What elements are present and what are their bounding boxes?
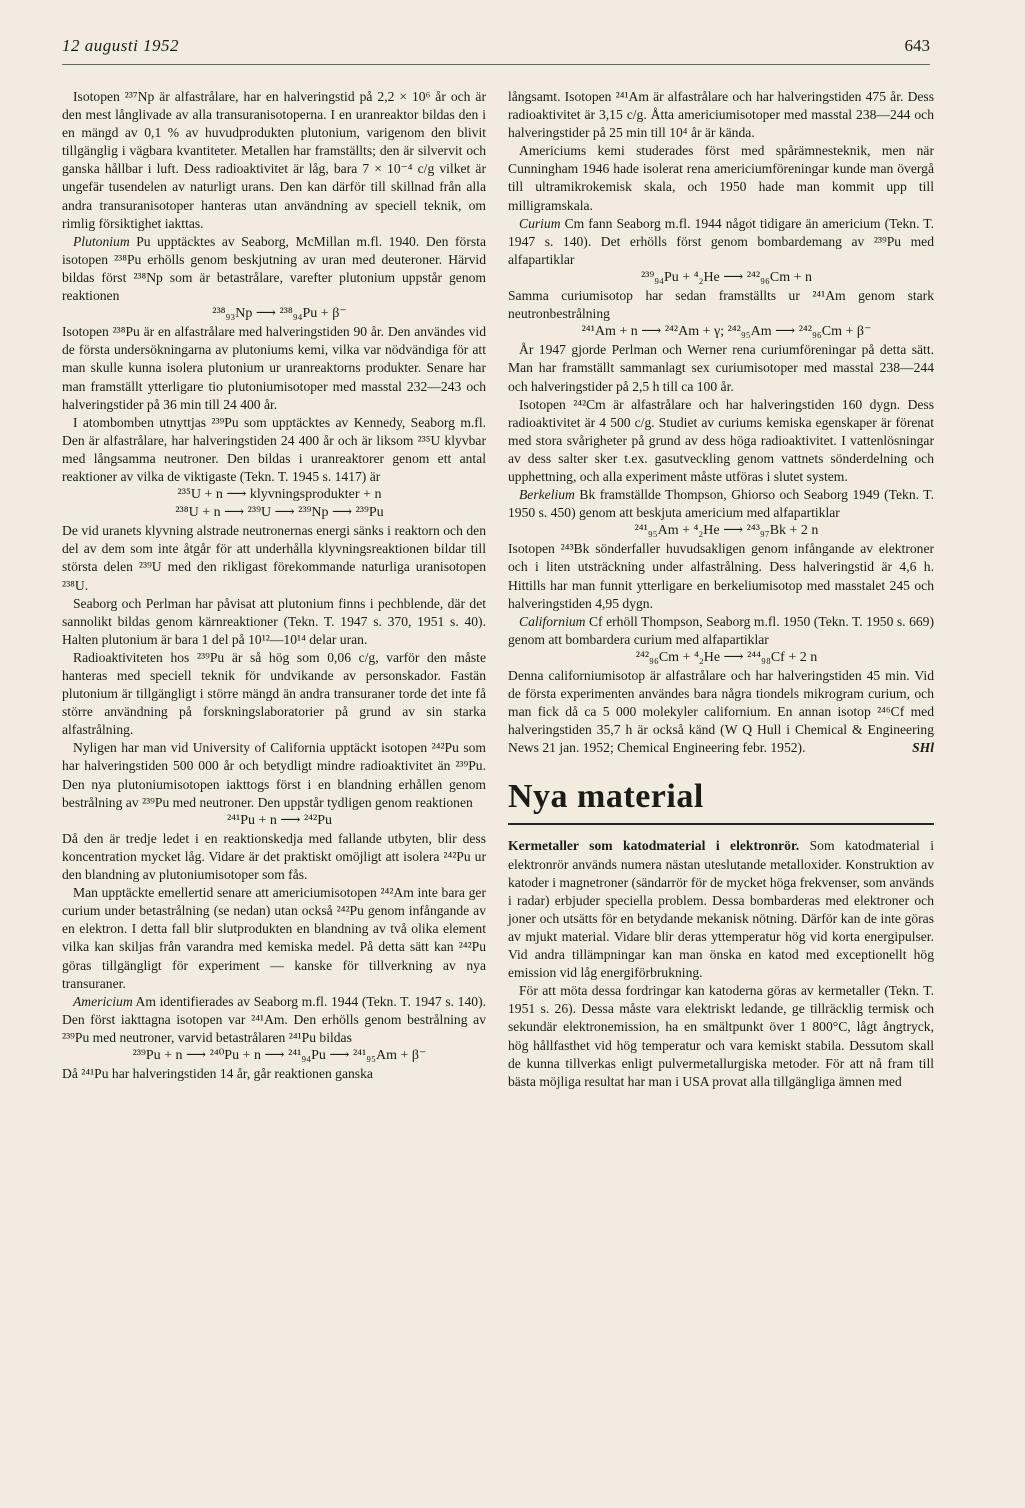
section-spacer: [508, 829, 934, 837]
equation: ²³⁸₉₃Np ⟶ ²³⁸₉₄Pu + β⁻: [212, 306, 347, 322]
paragraph-text: Som katodmaterial i elektronrör används numera nästan uteslutande metalloxider. Konstruktion av katoder i magnetroner (sändarrör för de mycket höga frekvenser, som används i radar) erbjuder speciella problem. Dessa bombarderas med elektroner och joner och utsätts för en betydande mekanisk nötning. Därför kan de inte göras av mjukt material. Vidare blir deras yttemperatur hög vid korta energipulser. Vid andra tillämpningar kan man önska en katod med exceptionellt hög emission vid låg energiförbrukning.: [508, 838, 934, 981]
paragraph-text: Cf erhöll Thompson, Seaborg m.fl. 1950 (Tekn. T. 1950 s. 669) genom att bombardera curium med alfapartiklar: [508, 613, 934, 647]
paragraph: Nyligen har man vid University of California upptäckt isotopen ²⁴²Pu som har halveringstiden 500 000 år och betydligt mindre radioaktivitet än ²³⁹Pu. Den nya plutoniumisotopen iakttogs först i en blandning erhållen genom bestrålning av ²³⁹Pu med neutroner. Den uppstår tydligen genom reaktionen: [62, 740, 486, 810]
element-term-berkelium: Berkelium: [519, 487, 575, 503]
paragraph-text: Am identifierades av Seaborg m.fl. 1944 (Tekn. T. 1947 s. 140). Den först iakttagna isotopen var ²⁴¹Am. Den erhölls genom bestrålning av ²³⁹Pu med neutroner, varvid betastrålaren ²⁴¹Pu bildas: [62, 993, 486, 1045]
paragraph-text: Cm fann Seaborg m.fl. 1944 något tidigare än americium (Tekn. T. 1947 s. 140). Det erhölls först genom bombardemang av ²³⁹Pu med alfapartiklar: [508, 215, 934, 267]
paragraph: [508, 613, 934, 649]
equation: ²⁴¹Am + n ⟶ ²⁴²Am + γ; ²⁴²₉₅Am ⟶ ²⁴²₉₆Cm + β⁻: [581, 324, 872, 340]
paragraph: [508, 486, 934, 522]
equation: ²³⁸U + n ⟶ ²³⁹U ⟶ ²³⁹Np ⟶ ²³⁹Pu: [175, 505, 384, 521]
equation: ²³⁹Pu + n ⟶ ²⁴⁰Pu + n ⟶ ²⁴¹₉₄Pu ⟶ ²⁴¹₉₅Am + β⁻: [132, 1047, 427, 1063]
element-term-plutonium: Plutonium: [73, 233, 130, 249]
equation: ²⁴¹Pu + n ⟶ ²⁴²Pu: [226, 812, 333, 828]
paragraph: Isotopen ²⁴³Bk sönderfaller huvudsakligen genom infångande av elektroner och i liten utsträckning under alfastrålning. Dess halveringstid är 4,6 h. Hittills har man funnit ytterligare en berkeliumisotop med masstalet 245 och halveringstiden 4,95 dygn.: [508, 541, 934, 611]
paragraph: Isotopen ²⁴²Cm är alfastrålare och har halveringstiden 160 dygn. Dess radioaktivitet är 4 500 c/g. Studiet av curiums kemiska egenskaper är förenat med stora svårigheter på grund av dess höga radioaktivitet. I vattenlösningar av dess salter sker t.ex. gasutveckling genom vattnets sönderdelning och upphettning, och alla experiment måste utföras i slutet system.: [508, 396, 934, 484]
author-signature: SHl: [912, 740, 934, 756]
header-date: 12 augusti 1952: [62, 36, 180, 55]
element-term-curium: Curium: [519, 215, 561, 231]
paragraph: [508, 215, 934, 269]
paragraph: År 1947 gjorde Perlman och Werner rena curiumföreningar på detta sätt. Man har framställt sammanlagt sex curiumisotoper med masstal 238—244 och halveringstider på 2,5 h till ca 100 år.: [508, 342, 934, 394]
paragraph: I atombomben utnyttjas ²³⁹Pu som upptäcktes av Kennedy, Seaborg m.fl. Den är alfastrålare, har halveringstiden 24 400 år och är liksom ²³⁵U klyvbar med långsamma neutroner. Den bildas i uranreaktorer genom ett antal reaktioner av vilka de viktigaste (Tekn. T. 1945 s. 1417) är: [62, 414, 486, 484]
paragraph: [508, 837, 934, 982]
page-header: [62, 34, 930, 65]
header-page-number: 643: [904, 36, 930, 55]
element-term-californium: Californium: [519, 613, 586, 629]
paragraph-text: Denna californiumisotop är alfastrålare och har halveringstiden 45 min. Vid de första experimenten användes bara några tiondels mikrogram curium, och man fick då ca 5 000 molekyler californium. En annan isotop ²⁴⁶Cf med halveringstiden 35,7 h är också känd (W Q Hull i Chemical & Engineering News 21 jan. 1952; Chemical Engineering febr. 1952).: [508, 668, 934, 756]
equation: ²³⁵U + n ⟶ klyvningsprodukter + n: [177, 487, 382, 503]
paragraph: [62, 993, 486, 1047]
article-lead: Kermetaller som katodmaterial i elektronrör.: [508, 838, 800, 854]
paragraph: Då den är tredje ledet i en reaktionskedja med fallande utbyten, blir dess koncentration mycket låg. Vidare är det praktiskt omöjligt att isolera ²⁴²Pu ur den blandning av plutoniumisotoper som fås.: [62, 830, 486, 883]
paragraph: De vid uranets klyvning alstrade neutronernas energi sänks i reaktorn och den del av dem som inte åtgår för att underhålla klyvningsreaktionen bildar till största delen ²³⁹U med den rikligast förekommande naturliga uranisotopen ²³⁸U.: [62, 523, 486, 593]
paragraph: Radioaktiviteten hos ²³⁹Pu är så hög som 0,06 c/g, varför den måste hanteras med speciell teknik för undvikande av personskador. Fastän plutonium är tillgängligt i större mängd än andra transuraner torde det inte få större användning på forskningslaboratorier på grund av sin starka alfastrålning.: [62, 649, 486, 738]
paragraph: [62, 233, 486, 305]
paragraph: Man upptäckte emellertid senare att americiumisotopen ²⁴²Am inte bara ger curium under betastrålning (se nedan) utan också ²⁴²Pu genom infångande av en elektron. I detta fall blir slutprodukten en blandning av två olika element vilka kan skiljas från varandra med kemiska medel. På detta sätt kan ²⁴²Pu göras tillgängligt för experiment — kanske för tillverkning av nya transuraner.: [62, 885, 486, 991]
paragraph: Samma curiumisotop har sedan framställts ur ²⁴¹Am genom stark neutronbestrålning: [508, 288, 934, 322]
paragraph: [508, 667, 934, 757]
left-column: [62, 88, 486, 1083]
equation: ²³⁹₉₄Pu + ⁴₂He ⟶ ²⁴²₉₆Cm + n: [640, 269, 813, 285]
right-column: [508, 88, 934, 1091]
paragraph: Americiums kemi studerades först med spårämnesteknik, men när Cunningham 1946 hade isolerat rena americiumföreningar kunde man övergå till ultramikrokemisk skala, och 1950 hade man kommit upp till milligramskala.: [508, 143, 934, 213]
paragraph-text: Bk framställde Thompson, Ghiorso och Seaborg 1949 (Tekn. T. 1950 s. 450) genom att beskjuta americium med alfapartiklar: [508, 487, 934, 521]
equation: ²⁴²₉₆Cm + ⁴₂He ⟶ ²⁴⁴₉₈Cf + 2 n: [635, 649, 818, 665]
paragraph: Isotopen ²³⁸Pu är en alfastrålare med halveringstiden 90 år. Den användes vid de första undersökningarna av plutoniums kemi, vilka var nödvändiga för att man skulle kunna isolera plutonium ur uranreaktorns produkter. Senare har man framställt ytterligare tio plutoniumisotoper med masstal 232—243 och halveringstider på 36 min till 24 400 år.: [62, 324, 486, 412]
equation: ²⁴¹₉₅Am + ⁴₂He ⟶ ²⁴³₉₇Bk + 2 n: [634, 523, 819, 539]
paragraph: långsamt. Isotopen ²⁴¹Am är alfastrålare och har halveringstiden 475 år. Dess radioaktivitet är 3,15 c/g. Åtta americiumisotoper med masstal 238—244 och halveringstider på 25 min till 10⁴ år är kända.: [508, 89, 934, 141]
paragraph: För att möta dessa fordringar kan katoderna göras av kermetaller (Tekn. T. 1951 s. 26). Dessa måste vara elektriskt ledande, ge tillräcklig termisk och sekundär elektronemission, ha en smältpunkt över 1 800°C, lågt ångtryck, hög hållfasthet vid hög temperatur och vara kemiskt stabila. Dessutom skall de kunna tillverkas enligt pulvermetallurgiska metoder. För att nå fram till bästa möjliga resultat har man i USA provat alla tillgängliga ämnen med: [508, 983, 934, 1089]
element-term-americium: Americium: [73, 993, 133, 1009]
section-title: Nya material: [508, 777, 934, 825]
paragraph-text: Pu upptäcktes av Seaborg, McMillan m.fl. 1940. Den första isotopen ²³⁸Pu erhölls genom beskjutning av uran med deuteroner. Härvid bildas först ²³⁸Np som är betastrålare, varefter plutonium uppstår genom reaktionen: [62, 233, 486, 304]
paragraph: Isotopen ²³⁷Np är alfastrålare, har en halveringstid på 2,2 × 10⁶ år och är den mest långlivade av alla transuranisotoperna. I en uranreaktor bildas den i en mängd av 0,1 % av huvudprodukten plutonium, varigenom den blivit tillgänglig i vägbara kvantiteter. Metallen har framställts; den är silvervit och ganska hållbar i luft. Dess radioaktivitet är låg, bara 7 × 10⁻⁴ c/g vilket är ungefär tusendelen av naturligt urans. Den kan därför till skillnad från alla andra transuranisotoper hanteras utan användning av speciell teknik, om rimlig försiktighet iakttas.: [62, 89, 486, 231]
paragraph: Då ²⁴¹Pu har halveringstiden 14 år, går reaktionen ganska: [62, 1066, 373, 1082]
paragraph: Seaborg och Perlman har påvisat att plutonium finns i pechblende, där det sannolikt bildas genom kärnreaktioner (Tekn. T. 1947 s. 370, 1951 s. 40). Halten plutonium är bara 1 del på 10¹²—10¹⁴ delar uran.: [62, 595, 486, 647]
